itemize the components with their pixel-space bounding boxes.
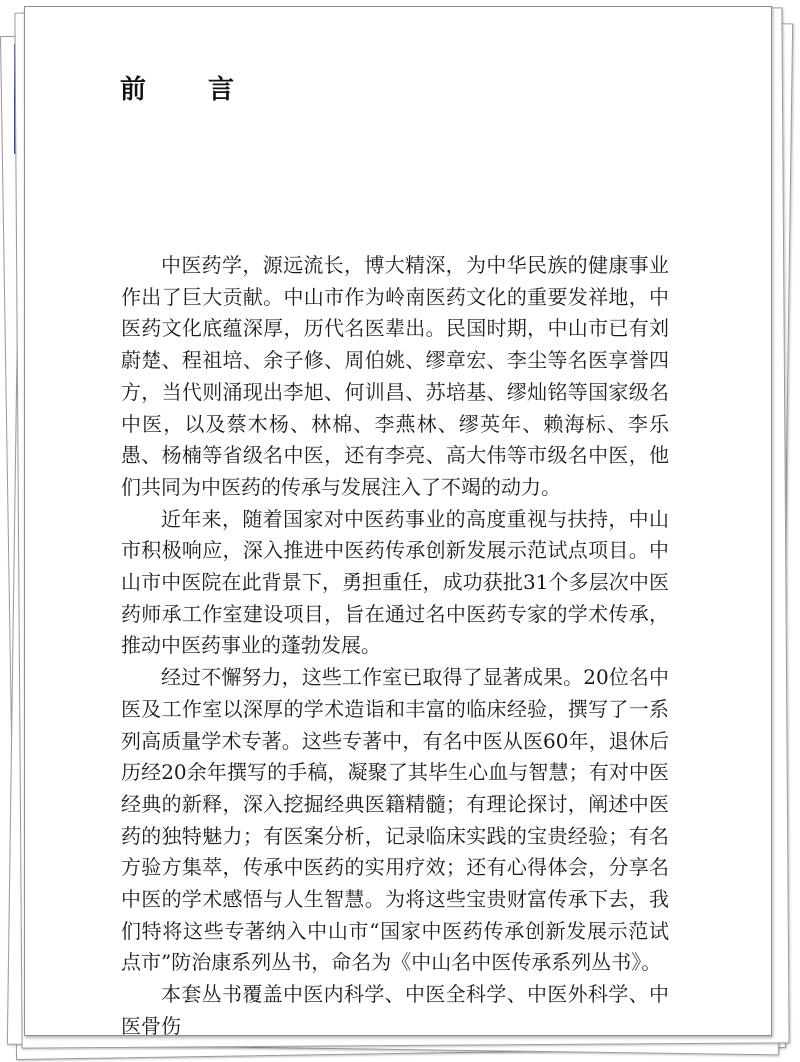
body-text bbox=[121, 250, 669, 1043]
paragraph: 中医药学，源远流长，博大精深，为中华民族的健康事业作出了巨大贡献。中山市作为岭南医药文化的重要发祥地，中医药文化底蕴深厚，历代名医辈出。民国时期，中山市已有刘蔚楚、程祖培、余子修、周伯姚、缪章宏、李尘等名医享誉四方，当代则涌现出李旭、何训昌、苏培基、缪灿铭等国家级名中医，以及蔡木杨、林棉、李燕林、缪英年、赖海标、李乐愚、杨楠等省级名中医，还有李亮、高大伟等市级名中医，他们共同为中医药的传承与发展注入了不竭的动力。 bbox=[121, 253, 669, 499]
document-page bbox=[24, 6, 772, 1036]
page-heading: 前 言 bbox=[120, 75, 253, 105]
paragraph: 经过不懈努力，这些工作室已取得了显著成果。20位名中医及工作室以深厚的学术造诣和丰富的临床经验，撰写了一系列高质量学术专著。这些专著中，有名中医从医60年，退休后历经20余年撰写的手稿，凝聚了其毕生心血与智慧；有对中医经典的新释，深入挖掘经典医籍精髓；有理论探讨，阐述中医药的独特魅力；有医案分析，记录临床实践的宝贵经验；有名方验方集萃，传承中医药的实用疗效；还有心得体会，分享名中医的学术感悟与人生智慧。为将这些宝贵财富传承下去，我们特将这些专著纳入中山市“国家中医药传承创新发展示范试点市”防治康系列丛书，命名为《中山名中医传承系列丛书》。 bbox=[121, 665, 669, 975]
paragraph: 本套丛书覆盖中医内科学、中医全科学、中医外科学、中医骨伤 bbox=[121, 982, 669, 1038]
paragraph: 近年来，随着国家对中医药事业的高度重视与扶持，中山市积极响应，深入推进中医药传承创新发展示范试点项目。中山市中医院在此背景下，勇担重任，成功获批31个多层次中医药师承工作室建设项目，旨在通过名中医药专家的学术传承，推动中医药事业的蓬勃发展。 bbox=[121, 506, 669, 658]
